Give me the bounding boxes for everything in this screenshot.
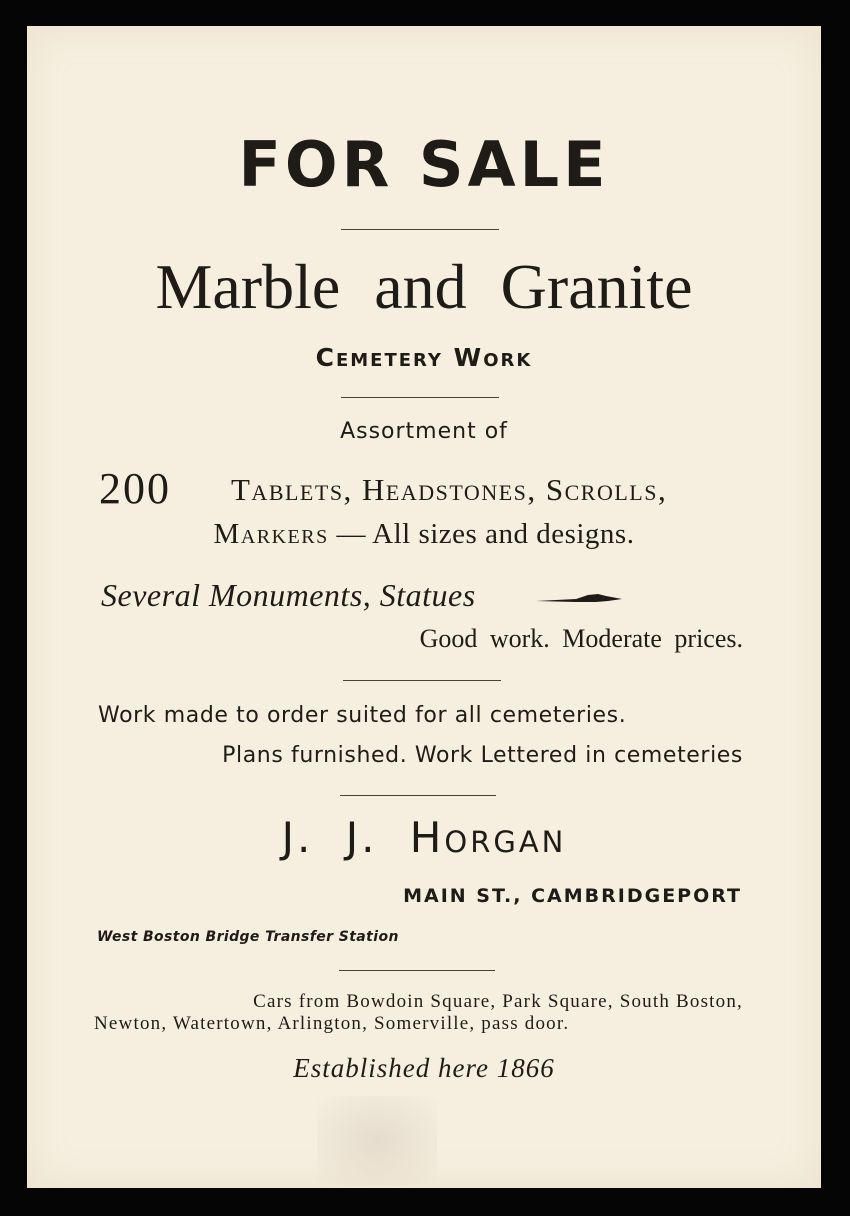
order-line: Work made to order suited for all cemeteries. (98, 703, 627, 728)
markers-line (27, 518, 821, 551)
transfer-note: West Boston Bridge Transfer Station (97, 929, 399, 945)
address: MAIN ST., CAMBRIDGEPORT (403, 885, 742, 907)
paper-smudge (317, 1096, 437, 1186)
divider-rule (343, 680, 501, 681)
card-title: FOR SALE (238, 128, 610, 201)
cars-line-2: Newton, Watertown, Arlington, Somerville, pass door. (94, 1013, 570, 1034)
plans-line: Plans furnished. Work Lettered in cemeteries (222, 743, 743, 768)
divider-rule (341, 397, 499, 398)
divider-rule (340, 795, 496, 796)
item-types: Tablets, Headstones, Scrolls, (231, 472, 668, 507)
pointing-hand-icon (536, 592, 622, 606)
headline: Marble and Granite (155, 251, 693, 322)
advertising-card (27, 26, 821, 1188)
assortment-label: Assortment of (340, 419, 508, 444)
subheadline: Cemetery Work (315, 343, 533, 372)
monuments-line: Several Monuments, Statues (101, 577, 476, 613)
proprietor-name: J. J. Horgan (281, 813, 567, 862)
markers-label: Markers (213, 518, 329, 550)
established-line: Established here 1866 (293, 1053, 555, 1083)
divider-rule (341, 229, 499, 230)
item-count: 200 (99, 464, 171, 513)
tagline: Good work. Moderate prices. (419, 624, 743, 653)
markers-description: — All sizes and designs. (336, 518, 635, 550)
cars-line-1: Cars from Bowdoin Square, Park Square, South Boston, (253, 991, 743, 1012)
divider-rule (339, 970, 495, 971)
